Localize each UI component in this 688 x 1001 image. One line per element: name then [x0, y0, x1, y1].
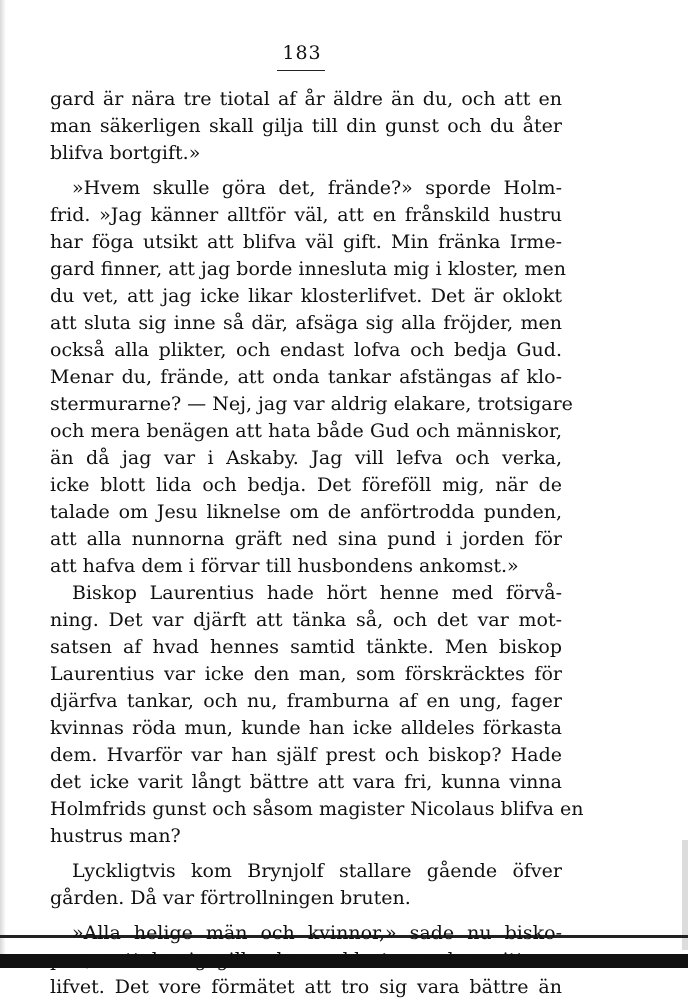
text-line: och mera benägen att hata både Gud och människor, — [50, 420, 562, 442]
scan-left-edge-shadow — [0, 0, 6, 968]
text-line: det icke varit långt bättre att vara fri, kunna vinna — [50, 771, 562, 793]
text-line: att hafva dem i förvar till husbondens ankomst.» — [50, 555, 519, 577]
text-line: Lyckligtvis kom Brynjolf stallare gående öfver — [72, 860, 562, 882]
text-line: lifvet. Det vore förmätet att tro sig vara bättre än — [50, 976, 562, 998]
text-line: satsen af hvad hennes samtid tänkte. Men biskop — [50, 636, 562, 658]
text-line: har föga utsikt att blifva väl gift. Min fränka Irme- — [50, 231, 562, 253]
text-line: frid. »Jag känner alltför väl, att en frånskild hustru — [50, 204, 562, 226]
page-number: 183 — [282, 42, 322, 64]
text-line: du vet, att jag icke likar klosterlifvet. Det är oklokt — [50, 285, 562, 307]
paragraph-5 — [50, 920, 562, 1001]
text-line: man säkerligen skall gilja till din gunst och du åter — [50, 115, 562, 137]
body-text — [50, 86, 584, 1001]
scan-right-edge-shadow — [682, 840, 688, 950]
text-line: ning. Det var djärft att tänka så, och det var mot- — [50, 609, 562, 631]
text-line: än då jag var i Askaby. Jag vill lefva och verka, — [50, 447, 562, 469]
text-line: gården. Då var förtrollningen bruten. — [50, 887, 411, 909]
text-line: »Hvem skulle göra det, frände?» sporde Holm- — [72, 177, 562, 199]
text-line: Biskop Laurentius hade hört henne med förvå- — [72, 582, 562, 604]
text-line: talade om Jesu liknelse om de anförtrodda punden, — [50, 501, 562, 523]
text-line: att sluta sig inne så där, afsäga sig alla fröjder, men — [50, 312, 562, 334]
page-number-underline — [277, 70, 325, 71]
text-line: pen, »uttala sig gillande om kloster- och ensittare- — [50, 949, 562, 971]
text-line: »Alla helige män och kvinnor,» sade nu bisko- — [72, 922, 562, 944]
text-line: att alla nunnorna gräft ned sina pund i jorden för — [50, 528, 562, 550]
text-line: stermurarne? — Nej, jag var aldrig elakare, trotsigare — [50, 393, 573, 415]
text-line: Holmfrids gunst och såsom magister Nicolaus blifva en — [50, 798, 584, 820]
paragraph-4 — [50, 858, 562, 912]
text-line: kvinnas röda mun, kunde han icke alldeles förkasta — [50, 717, 562, 739]
text-line: blifva bortgift.» — [50, 142, 201, 164]
text-line: gard är nära tre tiotal af år äldre än du, och att en — [50, 88, 562, 110]
text-line: icke blott lida och bedja. Det föreföll mig, när de — [50, 474, 562, 496]
paragraph-2 — [50, 175, 573, 580]
text-line: Menar du, frände, att onda tankar afstängas af klo- — [50, 366, 562, 388]
paragraph-1 — [50, 86, 562, 167]
paragraph-3 — [50, 580, 584, 850]
text-line: Laurentius var icke den man, som förskräcktes för — [50, 663, 562, 685]
text-line: djärfva tankar, och nu, framburna af en ung, fager — [50, 690, 562, 712]
text-line: också alla plikter, och endast lofva och bedja Gud. — [50, 339, 562, 361]
text-line: dem. Hvarför var han själf prest och biskop? Hade — [50, 744, 562, 766]
text-line: gard finner, att jag borde innesluta mig i kloster, men — [50, 258, 566, 280]
text-line: hustrus man? — [50, 825, 181, 847]
